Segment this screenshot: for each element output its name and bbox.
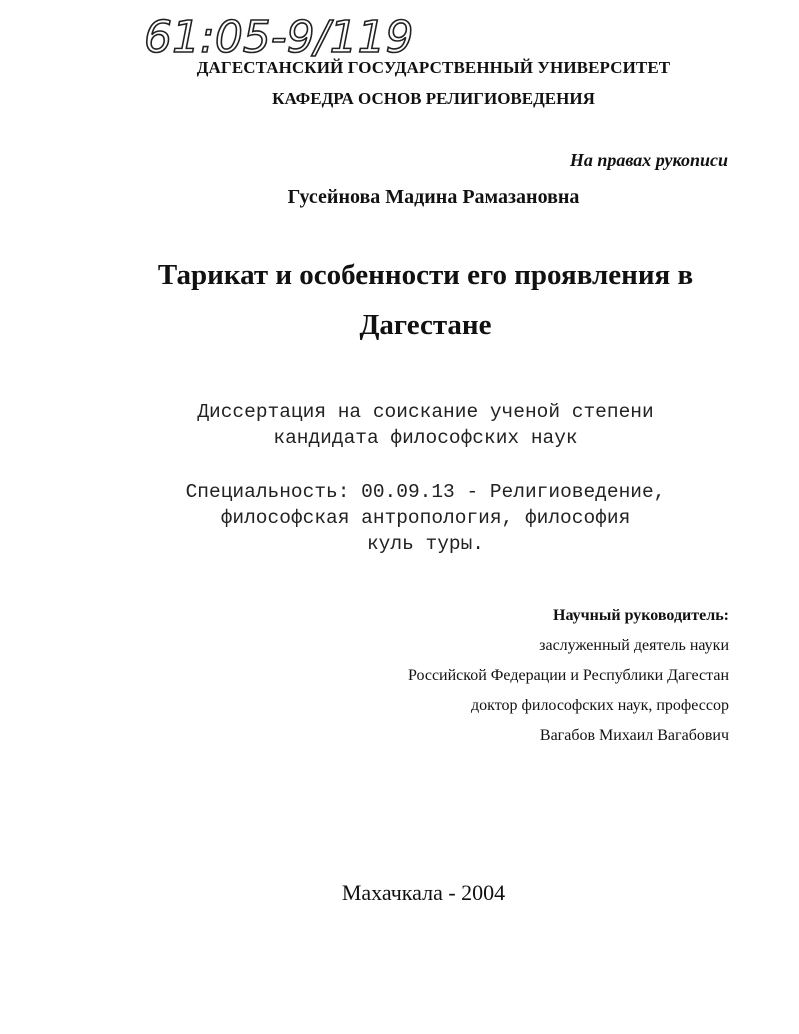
supervisor-heading: Научный руководитель:	[553, 607, 729, 624]
supervisor-name: Вагабов Михаил Вагабович	[539, 727, 729, 744]
degree-line-1: Диссертация на соискание ученой степени	[197, 401, 654, 423]
specialty-statement	[26, 479, 799, 557]
university-name: ДАГЕСТАНСКИЙ ГОСУДАРСТВЕННЫЙ УНИВЕРСИТЕТ	[196, 58, 671, 77]
manuscript-rights-note: На правах рукописи	[569, 150, 728, 170]
handwritten-code-text: 61:05-9/119	[144, 12, 414, 63]
title-line-1: Тарикат и особенности его проявления в	[157, 259, 694, 291]
supervisor-title-line-3: доктор философских наук, профессор	[471, 697, 729, 714]
specialty-line-2: философская антропология, философия	[220, 507, 631, 529]
dissertation-title	[26, 250, 799, 350]
degree-line-2: кандидата философских наук	[273, 427, 578, 449]
degree-statement	[26, 399, 799, 451]
title-line-2: Дагестане	[359, 309, 492, 341]
department-name: КАФЕДРА ОСНОВ РЕЛИГИОВЕДЕНИЯ	[272, 89, 595, 108]
supervisor-title-line-1: заслуженный деятель науки	[539, 637, 729, 654]
specialty-line-1: Специальность: 00.09.13 - Религиоведение,	[185, 481, 666, 503]
specialty-line-3: куль туры.	[366, 533, 485, 555]
supervisor-title-line-2: Российской Федерации и Республики Дагестан	[407, 667, 729, 684]
city-and-year: Махачкала - 2004	[341, 880, 506, 905]
author-name: Гусейнова Мадина Рамазановна	[287, 186, 580, 208]
